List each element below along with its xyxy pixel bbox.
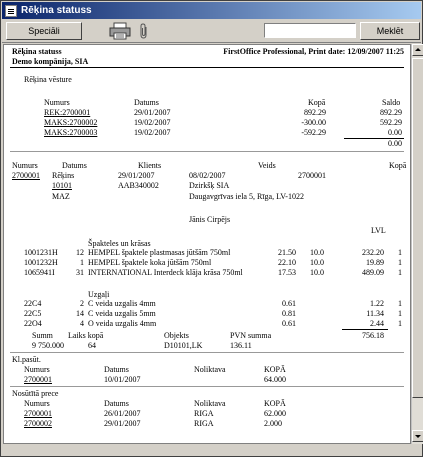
history-number-link[interactable]: MAKS:2700003 [44, 128, 98, 137]
item-qty: 1 [80, 258, 84, 267]
seller-name: Jānis Cirpējs [189, 215, 231, 224]
item-price: 0.61 [282, 299, 296, 308]
scroll-thumb[interactable] [412, 58, 423, 398]
summary-header-object: Objekts [164, 331, 189, 340]
item-sum: 19.89 [366, 258, 384, 267]
group-title: Špakteles un krāsas [88, 239, 151, 248]
order-number-link[interactable]: 2700001 [24, 375, 52, 384]
item-vat-code: 1 [398, 309, 402, 318]
summary-header-vat: PVN summa [230, 331, 272, 340]
item-vat-code: 1 [398, 299, 402, 308]
delivery-total: 62.000 [264, 409, 286, 418]
report-page [3, 44, 411, 444]
window-icon [5, 5, 17, 17]
invoice-header-client: Klients [138, 161, 162, 170]
summary-grand-total: 756.18 [362, 331, 384, 340]
orders-header-warehouse: Noliktava [194, 365, 226, 374]
order-total: 64.000 [264, 375, 286, 384]
orders-header-date: Datums [104, 365, 129, 374]
delivery-number-link[interactable]: 2700001 [24, 409, 52, 418]
item-sum: 1.22 [370, 299, 384, 308]
report-title: Rēķina statuss [12, 47, 62, 56]
invoice-date: 29/01/2007 [118, 171, 155, 180]
item-discount: 10.0 [310, 248, 324, 257]
history-final-balance: 0.00 [388, 139, 402, 148]
item-description: C veida uzgalis 5mm [88, 309, 156, 318]
history-total: 892.29 [304, 108, 326, 117]
app-info: FirstOffice Professional, Print date: 12/09/2007 11:25 [223, 47, 404, 56]
item-qty: 14 [76, 309, 84, 318]
item-code: 1065941I [24, 268, 55, 277]
history-header-number: Numurs [44, 98, 70, 107]
order-date: 10/01/2007 [104, 375, 141, 384]
item-qty: 31 [76, 268, 84, 277]
item-vat-code: 1 [398, 319, 402, 328]
invoice-order-ref: 2700001 [298, 171, 326, 180]
deliveries-header-date: Datums [104, 399, 129, 408]
history-total: -592.29 [301, 128, 326, 137]
deliveries-header-warehouse: Noliktava [194, 399, 226, 408]
item-price: 22.10 [278, 258, 296, 267]
summary-sum: 9 750.000 [32, 341, 64, 350]
summary-weight: 64 [88, 341, 96, 350]
printer-icon[interactable] [109, 22, 131, 40]
divider [10, 151, 404, 152]
item-description: O veida uzgalis 4mm [88, 319, 157, 328]
invoice-header-date: Datums [62, 161, 87, 170]
history-balance: 592.29 [380, 118, 402, 127]
invoice-number-link[interactable]: 2700001 [12, 171, 40, 180]
item-price: 0.81 [282, 309, 296, 318]
sum-underline [342, 329, 388, 330]
currency-label: LVL [371, 226, 386, 235]
history-date: 19/02/2007 [134, 128, 171, 137]
item-description: C veida uzgalis 4mm [88, 299, 156, 308]
item-description: INTERNATIONAL Interdeck klāja krāsa 750ml [88, 268, 243, 277]
deliveries-header-total: KOPĀ [264, 399, 286, 408]
delivery-total: 2.000 [264, 419, 282, 428]
divider [10, 352, 404, 353]
summary-header-sum: Summ [32, 331, 53, 340]
history-number-link[interactable]: MAKS:2700002 [44, 118, 98, 127]
customer-name: Dzirkšķ SIA [189, 181, 230, 190]
item-price: 0.61 [282, 319, 296, 328]
history-balance: 0.00 [388, 128, 402, 137]
group-title: Uzgaļi [88, 290, 110, 299]
item-description: HEMPEL špaktele koka jūtšām 750ml [88, 258, 212, 267]
company-name: Demo kompānija, SIA [12, 57, 89, 66]
item-discount: 10.0 [310, 268, 324, 277]
status-bar [3, 444, 411, 456]
history-date: 19/02/2007 [134, 118, 171, 127]
search-input[interactable] [264, 23, 356, 38]
divider [10, 386, 404, 387]
item-vat-code: 1 [398, 258, 402, 267]
item-code: 1001232H [24, 258, 58, 267]
scroll-down-icon[interactable] [412, 430, 423, 442]
delivery-warehouse: RIGA [194, 409, 214, 418]
item-code: 22C4 [24, 299, 42, 308]
special-button[interactable]: Speciāli [6, 22, 82, 40]
item-sum: 11.34 [366, 309, 384, 318]
delivery-warehouse: RIGA [194, 419, 214, 428]
item-qty: 12 [76, 248, 84, 257]
item-code: 22O4 [24, 319, 42, 328]
deliveries-title: Nosūtītā prece [12, 389, 59, 398]
invoice-due-date: 08/02/2007 [189, 171, 226, 180]
summary-object: D10101,LK [164, 341, 203, 350]
orders-title: Kl.pasūt. [12, 355, 41, 364]
history-total: -300.00 [301, 118, 326, 127]
invoice-header-total: Kopā [389, 161, 407, 170]
summary-vat: 136.11 [230, 341, 252, 350]
item-sum: 2.44 [370, 319, 384, 328]
history-header-total: Kopā [308, 98, 326, 107]
orders-header-number: Numurs [24, 365, 50, 374]
invoice-type: Rēķins [52, 171, 75, 180]
item-sum: 232.20 [362, 248, 384, 257]
divider [10, 67, 404, 68]
history-header-balance: Saldo [382, 98, 401, 107]
deliveries-header-number: Numurs [24, 399, 50, 408]
delivery-date: 26/01/2007 [104, 409, 141, 418]
history-title: Rēķina vēsture [24, 75, 72, 84]
item-code: 1001231H [24, 248, 58, 257]
item-price: 17.53 [278, 268, 296, 277]
history-balance: 892.29 [380, 108, 402, 117]
item-vat-code: 1 [398, 268, 402, 277]
item-code: 22C5 [24, 309, 42, 318]
history-header-date: Datums [134, 98, 159, 107]
item-price: 21.50 [278, 248, 296, 257]
item-vat-code: 1 [398, 248, 402, 257]
item-description: HEMPEL špaktele plastmasas jūtšām 750ml [88, 248, 231, 257]
item-sum: 489.09 [362, 268, 384, 277]
history-date: 29/01/2007 [134, 108, 171, 117]
window-title: Rēķina statuss [21, 5, 92, 16]
customer-address: Daugavgrīvas iela 5, Rīga, LV-1022 [189, 192, 304, 201]
delivery-number-link[interactable]: 2700002 [24, 419, 52, 428]
toolbar [2, 19, 421, 43]
orders-header-total: KOPĀ [264, 365, 286, 374]
scroll-up-icon[interactable] [412, 44, 423, 56]
search-button[interactable]: Meklēt [360, 22, 420, 40]
vertical-scrollbar[interactable] [411, 44, 423, 444]
delivery-date: 29/01/2007 [104, 419, 141, 428]
invoice-header-number: Numurs [12, 161, 38, 170]
title-bar[interactable] [2, 2, 421, 19]
item-discount: 10.0 [310, 258, 324, 267]
item-qty: 2 [80, 299, 84, 308]
paperclip-icon[interactable] [138, 23, 150, 39]
maz-label: MAZ [52, 192, 70, 201]
customer-reg-no: AAB340002 [118, 181, 159, 190]
item-qty: 4 [80, 319, 84, 328]
history-number-link[interactable]: REK:2700001 [44, 108, 91, 117]
invoice-header-term: Veids [258, 161, 276, 170]
summary-header-weight: Laiks kopā [68, 331, 104, 340]
customer-number-link[interactable]: 10101 [52, 181, 72, 190]
